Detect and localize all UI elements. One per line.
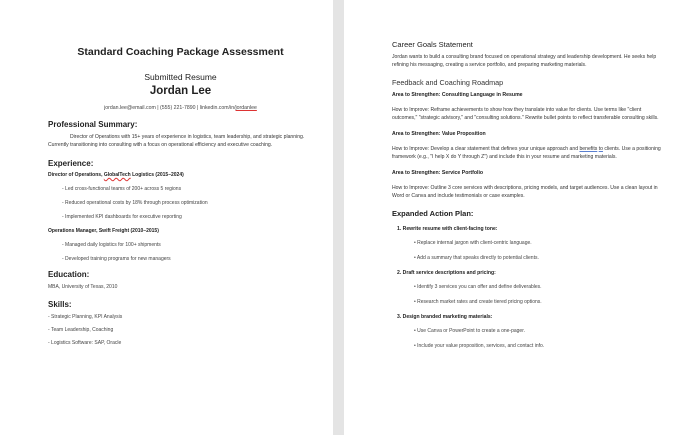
skill-item: - Logistics Software: SAP, Oracle <box>48 340 122 346</box>
area-1-heading: Area to Strengthen: Consulting Language in Resume <box>392 92 523 98</box>
area-2-word-to: to <box>598 146 603 152</box>
education-heading: Education: <box>48 270 90 279</box>
area-2-heading: Area to Strengthen: Value Proposition <box>392 131 486 137</box>
area-2-word-benefits: benefits <box>579 146 598 152</box>
document-page-2 <box>344 0 680 435</box>
action-step-1-sub: • Replace internal jargon with client-centric language. <box>414 240 532 246</box>
area-3-text: How to Improve: Outline 3 core services with descriptions, pricing models, and target audiences. Use a clean layout in Word or Canva and include testimonials or case examples. <box>392 185 658 199</box>
document-page-1 <box>0 0 333 435</box>
job-2-title: Operations Manager, Swift Freight (2010–2015) <box>48 228 159 234</box>
candidate-name: Jordan Lee <box>149 85 212 97</box>
job-1-bullet: - Led cross-functional teams of 200+ across 5 regions <box>62 186 182 192</box>
job-1-bullet: - Implemented KPI dashboards for executive reporting <box>62 214 182 220</box>
area-2-text-a: How to Improve: Develop a clear statement that defines your unique approach and <box>392 146 580 152</box>
page-gap <box>333 0 344 435</box>
job-1-company: GlobalTech <box>103 172 131 178</box>
area-3-heading: Area to Strengthen: Service Portfolio <box>392 170 484 176</box>
action-step-3: 3. Design branded marketing materials: <box>397 314 493 320</box>
skills-heading: Skills: <box>48 300 72 309</box>
action-step-2: 2. Draft service descriptions and pricing: <box>397 270 496 276</box>
action-plan-heading: Expanded Action Plan: <box>392 209 474 218</box>
job-1-bullet: - Reduced operational costs by 18% through process optimization <box>62 200 208 206</box>
action-step-3-sub: • Include your value proposition, services, and contact info. <box>414 343 545 349</box>
action-step-2-sub: • Research market rates and create tiered pricing options. <box>414 299 542 305</box>
skill-item: - Team Leadership, Coaching <box>48 327 114 333</box>
action-step-3-sub: • Use Canva or PowerPoint to create a one-pager. <box>414 328 525 334</box>
area-2-text <box>392 145 666 161</box>
career-goals-heading: Career Goals Statement <box>392 40 473 49</box>
document-title: Standard Coaching Package Assessment <box>77 46 284 58</box>
summary-heading: Professional Summary: <box>48 120 138 129</box>
area-1-text: How to Improve: Reframe achievements to show how they translate into value for clients. Use terms like "client outcomes," "strategic advisory," and "consulting solutions." Rewrite bullet points to reflect transferable consulting skills. <box>392 107 659 121</box>
skill-item: - Strategic Planning, KPI Analysis <box>48 314 123 320</box>
area-2-text-c: clients. Use a positioning framework (e.g., "I help X do Y through Z") and include this in your resume and marketing materials. <box>392 146 661 160</box>
resume-subtitle: Submitted Resume <box>144 72 217 82</box>
job-2-bullet: - Managed daily logistics for 100+ shipments <box>62 242 161 248</box>
job-2-bullet: - Developed training programs for new managers <box>62 256 171 262</box>
contact-line <box>48 105 313 111</box>
career-goals-text: Jordan wants to build a consulting brand focused on operational strategy and leadership development. He seeks help refining his messaging, creating a service portfolio, and preparing marketing materials. <box>392 54 657 68</box>
job-1-title <box>48 172 313 178</box>
action-step-2-sub: • Identify 3 services you can offer and define deliverables. <box>414 284 542 290</box>
job-1-suffix: Logistics (2015–2024) <box>130 172 184 178</box>
summary-text: Director of Operations with 15+ years of experience in logistics, team leadership, and strategic planning. Currently transitioning into consulting with a focus on operational efficiency and executive coaching. <box>48 134 305 148</box>
contact-prefix: jordan.lee@email.com | (555) 221-7890 | linkedin.com/in/ <box>104 105 236 111</box>
action-step-1: 1. Rewrite resume with client-facing tone: <box>397 226 498 232</box>
roadmap-heading: Feedback and Coaching Roadmap <box>392 78 504 87</box>
experience-heading: Experience: <box>48 159 94 168</box>
linkedin-handle: jordanlee <box>235 105 257 111</box>
job-1-prefix: Director of Operations, <box>48 172 104 178</box>
action-step-1-sub: • Add a summary that speaks directly to potential clients. <box>414 255 539 261</box>
education-text: MBA, University of Texas, 2010 <box>48 284 118 290</box>
